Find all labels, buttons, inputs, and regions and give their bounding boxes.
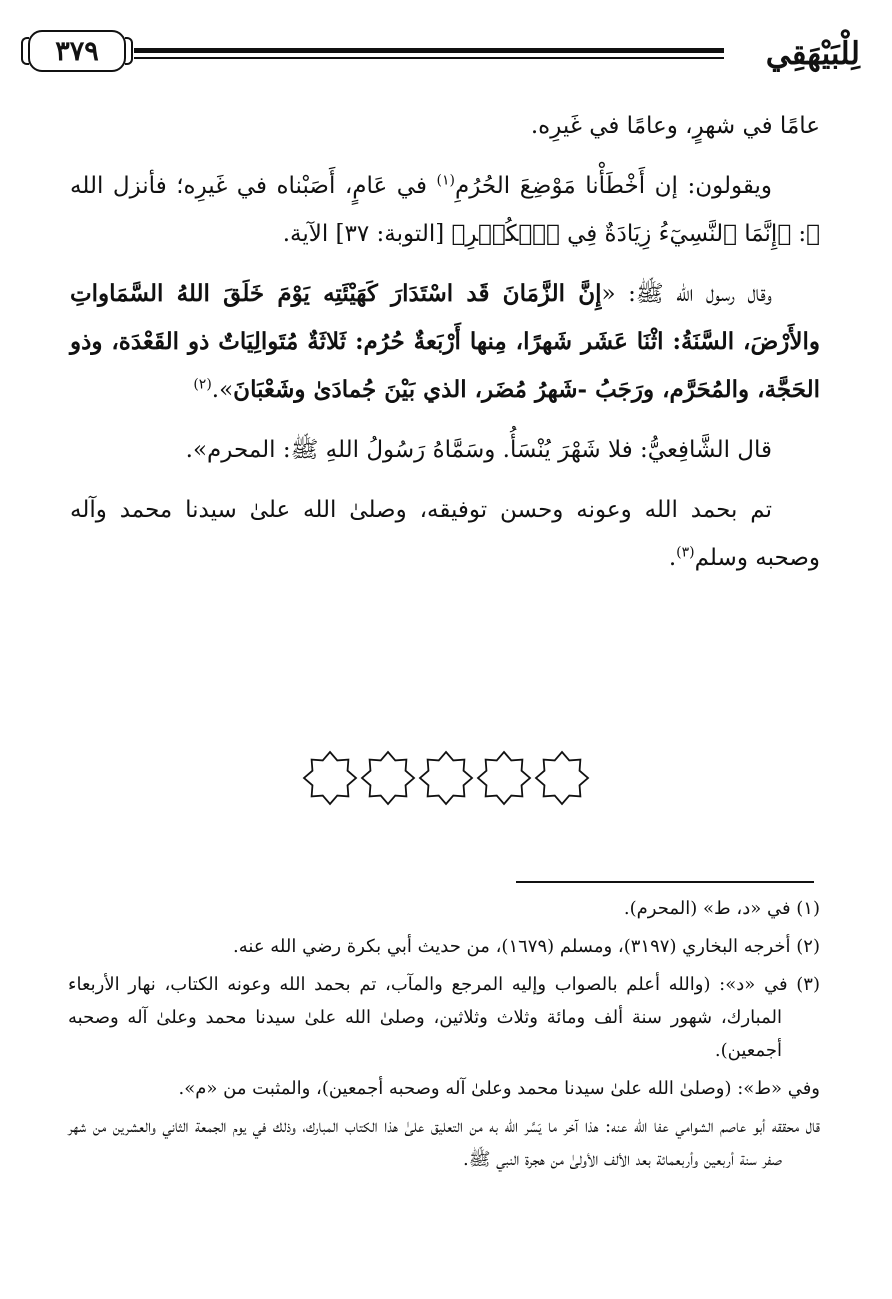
- editor-note: قال محققه أبو عاصم الشوامي عفا الله عنه: هذا آخر ما يَسَّر الله به من التعليق علىٰ هذا الكتاب المبارك، وذلك في يوم الجمعة الثاني والعشرين من شهر صفر سنة أربعين وأربعمائة بعد الألف الأولىٰ من هجرة النبي ﷺ.: [68, 1116, 820, 1170]
- paragraph-2: [70, 162, 820, 258]
- hadith-text: إِنَّ الزَّمَانَ قَد اسْتَدَارَ كَهَيْئَتِه يَوْمَ خَلَقَ اللهُ السَّمَاواتِ والأَرْضَ، السَّنَةُ: اثْنَا عَشَر شَهرًا، مِنها أَرْبَعةٌ حُرُم: ثَلاثَةٌ مُتَوالِيَاتٌ ذو القَعْدَة، وذو الحَجَّة، والمُحَرَّم، ورَجَبُ -شَهرُ مُضَر، الذي بَيْنَ جُمادَىٰ وشَعْبَانَ: [70, 280, 820, 403]
- paragraph-3-b: ».: [211, 377, 234, 403]
- paragraph-5-b: .: [668, 545, 677, 571]
- eight-point-star-icon: [360, 750, 416, 806]
- paragraph-5: [70, 486, 820, 582]
- footnote-ref-2[interactable]: (٢): [193, 376, 212, 393]
- paragraph-1: عامًا في شهرٍ، وعامًا في غَيرِه.: [530, 113, 820, 139]
- footnotes: [68, 892, 820, 1181]
- paragraph-2-a: ويقولون: إن أَخْطَأْنا مَوْضِعَ الحُرُمِ: [454, 173, 773, 199]
- footnote-3-variant: وفي «ط»: (وصلىٰ الله علىٰ سيدنا محمد وعلىٰ آله وصحبه أجمعين)، والمثبت من «م».: [178, 1078, 820, 1099]
- eight-point-star-icon: [418, 750, 474, 806]
- main-text: [70, 102, 820, 594]
- page-number-box: [28, 30, 126, 72]
- section-ornament: [300, 750, 592, 814]
- header-rule-thin: [134, 57, 724, 59]
- page-header: [28, 26, 864, 78]
- eight-point-star-icon: [302, 750, 358, 806]
- footnote-2: (٢) أخرجه البخاري (٣١٩٧)، ومسلم (١٦٧٩)، من حديث أبي بكرة رضي الله عنه.: [233, 936, 820, 957]
- paragraph-2-b: في عَامٍ، أَصَبْناه في غَيرِه؛ فأنزل الله ﷻ: ﴿إِنَّمَا ٱلنَّسِيٓءُ زِيَادَةٌ فِي ٱلۡكُفۡرِ﴾ [التوبة: ٣٧] الآية.: [70, 173, 820, 247]
- footnote-3: (٣) في «د»: (والله أعلم بالصواب وإليه المرجع والمآب، تم بحمد الله وعونه الكتاب، نهار الأربعاء المبارك، شهور سنة ألف ومائة وثلاث وثلاثين، وصلىٰ الله علىٰ سيدنا محمد وعلىٰ آله وصحبه أجمعين).: [68, 974, 820, 1061]
- footnote-ref-3[interactable]: (٣): [676, 544, 695, 561]
- footnote-1: (١) في «د، ط» (المحرم).: [623, 898, 820, 919]
- running-title: لِلْبَيْهَقِي: [765, 36, 860, 72]
- footnote-ref-1[interactable]: (١): [436, 172, 455, 189]
- paragraph-3: [70, 270, 820, 414]
- eight-point-star-icon: [534, 750, 590, 806]
- paragraph-5-a: تم بحمد الله وعونه وحسن توفيقه، وصلىٰ الله علىٰ سيدنا محمد وآله وصحبه وسلم: [70, 497, 820, 571]
- page-number: ٣٧٩: [55, 35, 99, 67]
- eight-point-star-icon: [476, 750, 532, 806]
- paragraph-3-a: وقال رسول الله ﷺ: «: [601, 281, 773, 307]
- footnote-separator: [516, 881, 814, 883]
- paragraph-4: قال الشَّافِعيُّ: فلا شَهْرَ يُنْسَأُ. وسَمَّاهُ رَسُولُ اللهِ ﷺ: المحرم».: [185, 437, 772, 463]
- header-rule-thick: [134, 48, 724, 53]
